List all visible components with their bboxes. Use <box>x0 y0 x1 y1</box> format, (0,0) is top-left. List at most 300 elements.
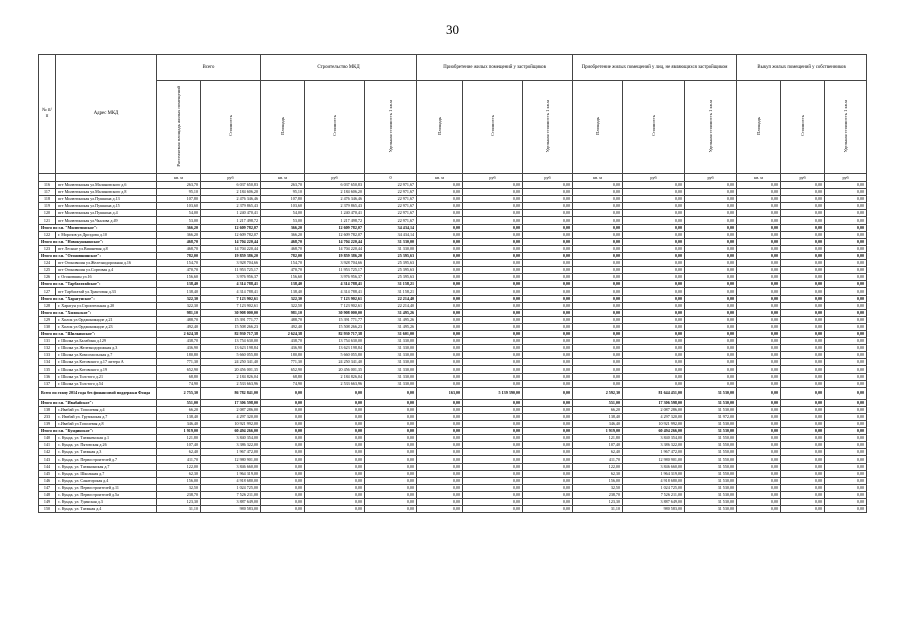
value-cell: 0,00 <box>573 260 623 267</box>
subtotal-row <box>39 399 867 406</box>
value-cell: 0,00 <box>463 373 523 380</box>
row-number: 132 <box>39 345 56 352</box>
value-cell: 0,00 <box>737 189 781 196</box>
value-cell: 31,10 <box>573 506 623 513</box>
row-number: 118 <box>39 196 56 203</box>
table-row <box>39 203 867 210</box>
value-cell: 103,60 <box>261 203 305 210</box>
value-cell: 0,00 <box>685 274 737 281</box>
table-row <box>39 477 867 484</box>
value-cell: 31 330,00 <box>365 352 417 359</box>
value-cell: 0,00 <box>737 330 781 337</box>
value-cell: 0,00 <box>781 373 825 380</box>
table-row <box>39 366 867 373</box>
row-number: 134 <box>39 359 56 366</box>
value-cell: 0,00 <box>463 189 523 196</box>
value-cell: 13 754 630,00 <box>201 338 261 345</box>
table-row <box>39 491 867 498</box>
value-cell: 0,00 <box>685 245 737 252</box>
value-cell: 0,00 <box>463 302 523 309</box>
row-number: 117 <box>39 189 56 196</box>
value-cell: 138,40 <box>261 288 305 295</box>
value-cell: 0,00 <box>623 252 685 259</box>
value-cell: 0,00 <box>523 238 573 245</box>
value-cell: 0,00 <box>523 288 573 295</box>
value-cell: 0,00 <box>573 224 623 231</box>
value-cell: 0,00 <box>737 245 781 252</box>
value-cell: 0,00 <box>685 182 737 189</box>
value-cell: 0,00 <box>781 352 825 359</box>
value-cell: 322,30 <box>157 295 201 302</box>
value-cell: 122,00 <box>573 463 623 470</box>
value-cell: 31 550,00 <box>685 463 737 470</box>
value-cell: 411,70 <box>157 456 201 463</box>
row-address: г. Хилок ул.Орджоникидзе д.23 <box>56 323 157 330</box>
value-cell: 0,00 <box>463 449 523 456</box>
value-cell: 0,00 <box>417 338 463 345</box>
value-cell: 346,40 <box>573 421 623 428</box>
header-constr-unit: Удельная стоимость 1 кв.м <box>387 99 393 153</box>
value-cell: 551,00 <box>157 399 201 406</box>
row-address: с. Кунда, ул. Первостроителей д.11 <box>56 484 157 491</box>
value-cell: 0,00 <box>523 196 573 203</box>
table-row <box>39 323 867 330</box>
value-cell: 0,00 <box>825 182 867 189</box>
value-cell: 0,00 <box>737 359 781 366</box>
value-cell: 0,00 <box>781 421 825 428</box>
value-cell: 0,00 <box>305 435 365 442</box>
value-cell: 15 508 266,23 <box>305 323 365 330</box>
value-cell: 0,00 <box>737 224 781 231</box>
value-cell: 0,00 <box>463 274 523 281</box>
value-cell: 86 782 841,00 <box>201 387 261 399</box>
row-address: г. Хилок ул.Орджоникидзе д.21 <box>56 316 157 323</box>
value-cell: 0,00 <box>623 182 685 189</box>
value-cell: 0,00 <box>737 345 781 352</box>
value-cell: 2 533 663,96 <box>201 380 261 387</box>
value-cell: 0,00 <box>417 442 463 449</box>
value-cell: 22 971,67 <box>365 196 417 203</box>
value-cell: 0,00 <box>685 252 737 259</box>
value-cell: 0,00 <box>523 267 573 274</box>
value-cell: 4 918 680,00 <box>201 477 261 484</box>
value-cell: 68,80 <box>157 373 201 380</box>
value-cell: 22 214,40 <box>365 302 417 309</box>
value-cell: 0,00 <box>685 295 737 302</box>
value-cell: 0,00 <box>417 260 463 267</box>
value-cell: 0,00 <box>737 238 781 245</box>
value-cell: 31 550,00 <box>685 449 737 456</box>
value-cell: 31 530,00 <box>685 506 737 513</box>
value-cell: 0,00 <box>825 484 867 491</box>
table-row <box>39 352 867 359</box>
header-constr-area: Площадь <box>279 117 285 135</box>
value-cell: 0,00 <box>737 399 781 406</box>
value-cell: 0,00 <box>365 406 417 413</box>
header-dev-area: Площадь <box>436 117 442 135</box>
value-cell: 22 971,67 <box>365 182 417 189</box>
unit-cell: руб <box>781 174 825 182</box>
value-cell: 0,00 <box>623 245 685 252</box>
value-cell: 0,00 <box>523 309 573 316</box>
value-cell: 771,30 <box>157 359 201 366</box>
value-cell: 0,00 <box>523 330 573 337</box>
value-cell: 0,00 <box>523 435 573 442</box>
table-row <box>39 506 867 513</box>
value-cell: 322,30 <box>157 302 201 309</box>
value-cell: 31 530,00 <box>685 387 737 399</box>
value-cell: 7 123 902,61 <box>201 295 261 302</box>
value-cell: 0,00 <box>573 274 623 281</box>
row-number: 127 <box>39 288 56 295</box>
value-cell: 0,00 <box>737 182 781 189</box>
value-cell: 0,00 <box>523 274 573 281</box>
value-cell: 2 533 663,96 <box>305 380 365 387</box>
value-cell: 0,00 <box>685 345 737 352</box>
header-dev-purchase: Приобретение жилых помещений у застройщиков <box>417 55 573 81</box>
value-cell: 2 624,38 <box>157 330 201 337</box>
value-cell: 0,00 <box>737 413 781 420</box>
value-cell: 0,00 <box>685 338 737 345</box>
value-cell: 0,00 <box>781 470 825 477</box>
value-cell: 0,00 <box>623 231 685 238</box>
value-cell: 138,40 <box>157 281 201 288</box>
value-cell: 66,20 <box>157 406 201 413</box>
unit-cell: руб <box>463 174 523 182</box>
value-cell: 0,00 <box>737 203 781 210</box>
value-cell: 74,90 <box>157 380 201 387</box>
row-number: 142 <box>39 449 56 456</box>
subtotal-label: Итого по г.п. "Милютинское": <box>39 224 157 231</box>
row-address: с. Кунда, ул. Первостроителей д.5а <box>56 491 157 498</box>
value-cell: 0,00 <box>523 456 573 463</box>
row-number: 139 <box>39 421 56 428</box>
value-cell: 0,00 <box>365 456 417 463</box>
row-address: г. Шилка ул.Балабина д.129 <box>56 338 157 345</box>
table-row <box>39 484 867 491</box>
value-cell: 0,00 <box>365 399 417 406</box>
value-cell: 0,00 <box>781 252 825 259</box>
value-cell: 0,00 <box>685 309 737 316</box>
value-cell: 31 601,00 <box>365 330 417 337</box>
value-cell: 5 139 390,00 <box>463 387 523 399</box>
value-cell: 0,00 <box>573 217 623 224</box>
row-number: 125 <box>39 267 56 274</box>
value-cell: 4 297 320,00 <box>201 413 261 420</box>
value-cell: 0,00 <box>781 189 825 196</box>
value-cell: 0,00 <box>463 421 523 428</box>
value-cell: 7 526 211,00 <box>201 491 261 498</box>
value-cell: 0,00 <box>463 456 523 463</box>
value-cell: 981,10 <box>157 309 201 316</box>
header-nd-area: Площадь <box>594 117 600 135</box>
value-cell: 0,00 <box>417 421 463 428</box>
value-cell: 0,00 <box>417 366 463 373</box>
value-cell: 13 623 198,84 <box>305 345 365 352</box>
value-cell: 0,00 <box>305 449 365 456</box>
value-cell: 0,00 <box>261 413 305 420</box>
row-number: 131 <box>39 338 56 345</box>
value-cell: 0,00 <box>781 309 825 316</box>
value-cell: 0,00 <box>573 316 623 323</box>
value-cell: 163,00 <box>417 387 463 399</box>
value-cell: 0,00 <box>737 484 781 491</box>
value-cell: 0,00 <box>781 380 825 387</box>
value-cell: 3 840 354,00 <box>201 435 261 442</box>
value-cell: 2 184 606,20 <box>305 189 365 196</box>
value-cell: 0,00 <box>523 359 573 366</box>
value-cell: 346,40 <box>157 421 201 428</box>
value-cell: 31 972,00 <box>685 413 737 420</box>
value-cell: 0,00 <box>365 477 417 484</box>
value-cell: 0,00 <box>737 281 781 288</box>
value-cell: 0,00 <box>573 189 623 196</box>
row-number: 129 <box>39 316 56 323</box>
value-cell: 0,00 <box>685 267 737 274</box>
row-number: 145 <box>39 470 56 477</box>
header-buyout: Выкуп жилых помещений у собственников <box>737 55 867 81</box>
value-cell: 322,50 <box>261 302 305 309</box>
value-cell: 0,00 <box>523 470 573 477</box>
table-row <box>39 182 867 189</box>
value-cell: 0,00 <box>417 267 463 274</box>
value-cell: 7 123 902,61 <box>305 302 365 309</box>
value-cell: 81 644 451,00 <box>623 387 685 399</box>
value-cell: 31 330,00 <box>365 338 417 345</box>
value-cell: 31 550,00 <box>685 442 737 449</box>
row-address: г. Огоновшин ул.16 <box>56 274 157 281</box>
value-cell: 13 754 630,00 <box>305 338 365 345</box>
value-cell: 0,00 <box>417 231 463 238</box>
value-cell: 0,00 <box>573 373 623 380</box>
value-cell: 0,00 <box>781 399 825 406</box>
table-row <box>39 231 867 238</box>
value-cell: 25 395,63 <box>365 267 417 274</box>
value-cell: 0,00 <box>623 330 685 337</box>
value-cell: 0,00 <box>573 295 623 302</box>
value-cell: 0,00 <box>463 499 523 506</box>
value-cell: 3 928 704,66 <box>305 260 365 267</box>
value-cell: 22 971,67 <box>365 217 417 224</box>
value-cell: 0,00 <box>463 366 523 373</box>
value-cell: 0,00 <box>261 499 305 506</box>
value-cell: 154,70 <box>261 260 305 267</box>
value-cell: 652,90 <box>261 366 305 373</box>
value-cell: 0,00 <box>825 442 867 449</box>
value-cell: 0,00 <box>305 463 365 470</box>
value-cell: 0,00 <box>523 399 573 406</box>
value-cell: 411,70 <box>573 456 623 463</box>
value-cell: 0,00 <box>417 295 463 302</box>
value-cell: 0,00 <box>573 338 623 345</box>
unit-cell: кв. м <box>157 174 201 182</box>
value-cell: 0,00 <box>737 491 781 498</box>
value-cell: 0,00 <box>463 491 523 498</box>
value-cell: 0,00 <box>523 406 573 413</box>
value-cell: 0,00 <box>685 224 737 231</box>
value-cell: 488,70 <box>157 316 201 323</box>
subtotal-row <box>39 330 867 337</box>
row-number: 140 <box>39 435 56 442</box>
value-cell: 0,00 <box>463 506 523 513</box>
value-cell: 1 919,00 <box>573 428 623 435</box>
value-cell: 1 919,00 <box>157 428 201 435</box>
value-cell: 0,00 <box>573 366 623 373</box>
value-cell: 0,00 <box>417 203 463 210</box>
subtotal-row <box>39 309 867 316</box>
value-cell: 4 297 320,00 <box>623 413 685 420</box>
value-cell: 0,00 <box>463 406 523 413</box>
value-cell: 0,00 <box>623 316 685 323</box>
header-total: Всего <box>157 55 261 81</box>
table-row <box>39 189 867 196</box>
header-buy-area: Площадь <box>755 117 761 135</box>
value-cell: 31 495,26 <box>365 323 417 330</box>
value-cell: 1 964 319,00 <box>623 470 685 477</box>
row-address: с. Кунда, ул. Таежненская д.1 <box>56 435 157 442</box>
value-cell: 0,00 <box>463 399 523 406</box>
value-cell: 3 976 956,37 <box>201 274 261 281</box>
value-cell: 0,00 <box>573 267 623 274</box>
table-row <box>39 406 867 413</box>
value-cell: 0,00 <box>463 316 523 323</box>
value-cell: 0,00 <box>365 428 417 435</box>
row-number: 133 <box>39 352 56 359</box>
value-cell: 0,00 <box>573 309 623 316</box>
value-cell: 13 623 198,84 <box>201 345 261 352</box>
value-cell: 1 964 319,00 <box>201 470 261 477</box>
units-row <box>39 174 867 182</box>
row-address: с. Кунда, ул. Пятовская д.26 <box>56 442 157 449</box>
value-cell: 122,00 <box>157 463 201 470</box>
header-buy-unit: Удельная стоимость 1 кв.м <box>842 99 848 153</box>
value-cell: 0,00 <box>523 260 573 267</box>
value-cell: 0,00 <box>305 491 365 498</box>
value-cell: 468,70 <box>261 238 305 245</box>
value-cell: 468,70 <box>157 245 201 252</box>
value-cell: 0,00 <box>623 302 685 309</box>
row-number: 147 <box>39 484 56 491</box>
value-cell: 31 158,21 <box>365 288 417 295</box>
value-cell: 0,00 <box>623 203 685 210</box>
row-address: пгт Милютинская ул.Пушкина д.4 <box>56 210 157 217</box>
value-cell: 0,00 <box>825 406 867 413</box>
value-cell: 3 840 354,00 <box>623 435 685 442</box>
value-cell: 0,00 <box>781 231 825 238</box>
value-cell: 0,00 <box>305 442 365 449</box>
table-row <box>39 449 867 456</box>
value-cell: 25 395,63 <box>365 260 417 267</box>
value-cell: 1 240 470,41 <box>305 210 365 217</box>
value-cell: 0,00 <box>463 413 523 420</box>
table-row <box>39 456 867 463</box>
header-dev-unit: Удельная стоимость 1 кв.м <box>544 99 550 153</box>
value-cell: 0,00 <box>781 330 825 337</box>
value-cell: 0,00 <box>261 470 305 477</box>
value-cell: 24 250 341,40 <box>201 359 261 366</box>
value-cell: 0,00 <box>523 506 573 513</box>
value-cell: 138,40 <box>157 413 201 420</box>
value-cell: 0,00 <box>737 302 781 309</box>
value-cell: 0,00 <box>463 428 523 435</box>
value-cell: 25 395,63 <box>365 274 417 281</box>
value-cell: 62,40 <box>157 449 201 456</box>
value-cell: 0,00 <box>417 182 463 189</box>
value-cell: 0,00 <box>523 302 573 309</box>
value-cell: 0,00 <box>623 274 685 281</box>
value-cell: 0,00 <box>523 449 573 456</box>
value-cell: 0,00 <box>523 442 573 449</box>
subtotal-label: Итого по г.п. "Кундинское": <box>39 428 157 435</box>
value-cell: 156,00 <box>157 477 201 484</box>
value-cell: 0,00 <box>781 245 825 252</box>
value-cell: 2 087 286,00 <box>623 406 685 413</box>
value-cell: 0,00 <box>737 260 781 267</box>
table-row <box>39 442 867 449</box>
value-cell: 0,00 <box>737 449 781 456</box>
value-cell: 0,00 <box>825 316 867 323</box>
row-address: пгт Лесные ул.Вишневая д.8 <box>56 245 157 252</box>
value-cell: 0,00 <box>261 406 305 413</box>
row-number: 122 <box>39 231 56 238</box>
value-cell: 22 971,67 <box>365 203 417 210</box>
value-cell: 0,00 <box>523 484 573 491</box>
table-row <box>39 345 867 352</box>
value-cell: 0,00 <box>523 189 573 196</box>
value-cell: 0,00 <box>417 373 463 380</box>
value-cell: 0,00 <box>737 506 781 513</box>
value-cell: 31 530,00 <box>685 406 737 413</box>
value-cell: 0,00 <box>463 288 523 295</box>
value-cell: 0,00 <box>523 387 573 399</box>
value-cell: 60 494 266,00 <box>201 428 261 435</box>
value-cell: 20 456 001,35 <box>305 366 365 373</box>
header-construction: Строительство МКД <box>261 55 417 81</box>
row-address: с.Ивабай ул.Тополевая д.8 <box>56 421 157 428</box>
row-address: пгт Милютинская ул.Пушкина д.15 <box>56 203 157 210</box>
value-cell: 0,00 <box>417 463 463 470</box>
value-cell: 0,00 <box>417 359 463 366</box>
value-cell: 0,00 <box>825 428 867 435</box>
value-cell: 263,70 <box>157 182 201 189</box>
value-cell: 0,00 <box>417 413 463 420</box>
value-cell: 0,00 <box>825 449 867 456</box>
value-cell: 31,10 <box>157 506 201 513</box>
grand-total-row <box>39 387 867 399</box>
value-cell: 31 330,00 <box>365 245 417 252</box>
value-cell: 0,00 <box>623 260 685 267</box>
value-cell: 0,00 <box>523 203 573 210</box>
value-cell: 2 184 606,20 <box>201 189 261 196</box>
value-cell: 6 037 650,83 <box>305 182 365 189</box>
value-cell: 0,00 <box>825 477 867 484</box>
value-cell: 0,00 <box>781 359 825 366</box>
value-cell: 25 395,63 <box>365 252 417 259</box>
value-cell: 238,70 <box>573 491 623 498</box>
value-cell: 0,00 <box>737 366 781 373</box>
value-cell: 0,00 <box>261 506 305 513</box>
header-constr-cost: Стоимость <box>331 115 337 137</box>
value-cell: 0,00 <box>573 196 623 203</box>
value-cell: 31 550,00 <box>685 435 737 442</box>
value-cell: 0,00 <box>781 323 825 330</box>
value-cell: 981,10 <box>261 309 305 316</box>
value-cell: 0,00 <box>825 295 867 302</box>
value-cell: 1 967 472,00 <box>623 449 685 456</box>
value-cell: 0,00 <box>463 203 523 210</box>
value-cell: 0,00 <box>261 456 305 463</box>
value-cell: 0,00 <box>737 231 781 238</box>
